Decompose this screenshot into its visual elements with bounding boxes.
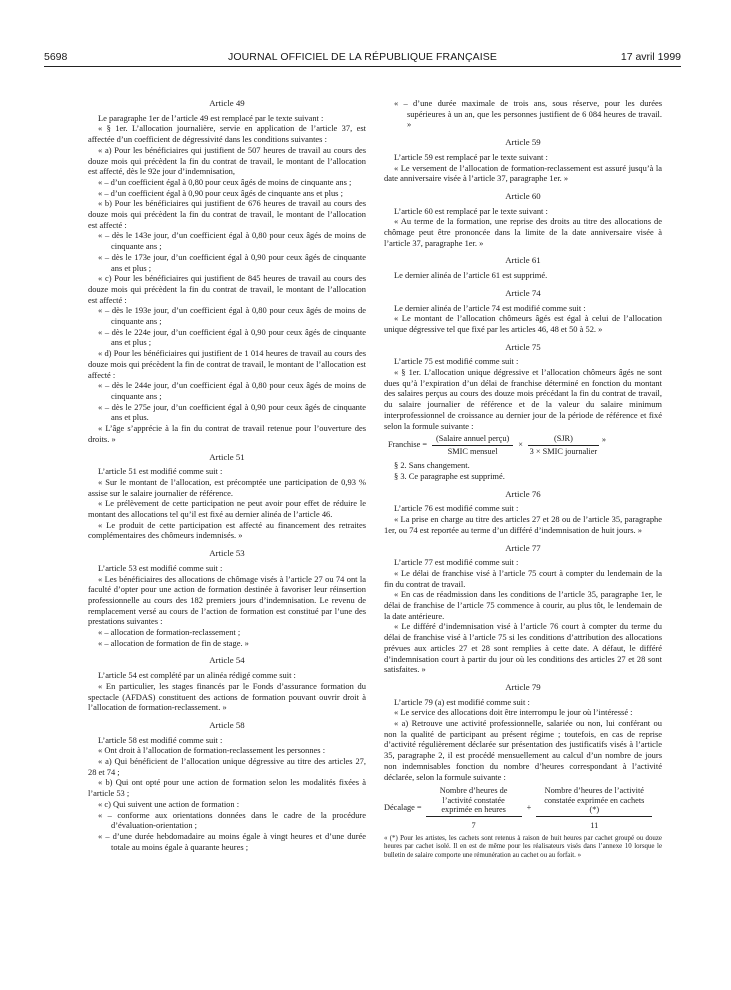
paragraph: « Les bénéficiaires des allocations de chômage visés à l’article 27 ou 74 ont la faculté d’opter pour une action de formation destinée à favoriser leur réinsertion professionnelle au cours des 182 premiers jours d’indemnisation. Le revenu de remplacement versé au cours de l’action de formation est constitué par l’une des prestations suivantes : [88,573,366,627]
right-column [384,98,662,860]
fraction-numerator: Nombre d’heures de l’activité constatée exprimée en heures [426,786,522,817]
plus-sign: + [526,803,532,813]
article-60-title: Article 60 [505,190,541,201]
franchise-formula [388,434,662,457]
indent-item: « – conforme aux orientations données dans le cadre de la procédure d’évaluation-orientation ; [98,809,366,831]
indent-item: « – dès le 224e jour, d’un coefficient égal à 0,90 pour ceux âgés de cinquante ans et plus ; [98,326,366,348]
paragraph: « a) Pour les bénéficiaires qui justifient de 507 heures de travail au cours des douze mois qui précèdent la fin du contrat de travail, le montant de l’allocation est affecté, dès le 92e jour d’indemnisation, [88,144,366,177]
paragraph: « b) Qui ont opté pour une action de formation selon les modalités fixées à l’article 53 ; [88,777,366,799]
fraction-denominator: 7 [471,821,476,831]
paragraph: « En particulier, les stages financés par le Fonds d’assurance formation du spectacle (AFDAS) constituent des actions de formation pouvant ouvrir droit à l’allocation de formation-reclassement. » [88,680,366,713]
paragraph: « Le versement de l’allocation de formation-reclassement est assuré jusqu’à la date anniversaire visée à l’article 37, paragraphe 1er. » [384,162,662,184]
paragraph: « Le délai de franchise visé à l’article 75 court à compter du lendemain de la fin du contrat de travail. [384,567,662,589]
multiply-sign: × [518,440,523,450]
article-77-title: Article 77 [505,542,541,553]
footnote: « (*) Pour les artistes, les cachets sont retenus à raison de huit heures par cachet groupé ou douze heures par cachet isolé. Il en est de même pour les réalisateurs visés dans l’annexe 10 lorsque le bulletin de salaire comporte une rémunération au cachet ou au forfait. » [384,835,662,859]
indent-item: « – dès le 244e jour, d’un coefficient égal à 0,80 pour ceux âgés de moins de cinquante ans ; [98,380,366,401]
article-59-title: Article 59 [505,137,541,148]
paragraph: « d) Pour les bénéficiaires qui justifient de 1 014 heures de travail au cours des douze mois qui précèdent la fin de contrat de travail, le montant de l’allocation est affecté : [88,348,366,380]
paragraph: L’article 76 est modifié comme suit : [394,503,519,514]
fraction-denominator: 11 [590,821,599,831]
paragraph: L’article 58 est modifié comme suit : [98,734,223,745]
page-number: 5698 [44,51,68,63]
paragraph: « § 1er. L’allocation journalière, servie en application de l’article 37, est affectée d’un coefficient de dégressivité dans les conditions suivantes : [88,123,366,145]
fraction-salary [432,434,513,457]
paragraph: L’article 77 est modifié comme suit : [394,557,519,568]
indent-item: « – dès le 275e jour, d’un coefficient égal à 0,90 pour ceux âgés de cinquante ans et plus. [98,401,366,423]
fraction-sjr [528,434,599,457]
indent-item: « – d’un coefficient égal à 0,80 pour ceux âgés de moins de cinquante ans ; [98,176,352,187]
indent-item: « – dès le 193e jour, d’un coefficient égal à 0,80 pour ceux âgés de moins de cinquante ans ; [98,305,366,327]
fraction-denominator: 3 × SMIC journalier [529,447,598,457]
paragraph: L’article 59 est remplacé par le texte suivant : [394,151,548,162]
page-header [44,51,681,65]
paragraph: « En cas de réadmission dans les conditions de l’article 35, paragraphe 1er, le délai de franchise de l’article 75 commence à courir, au plus tôt, le lendemain de la date antérieure. [384,589,662,621]
indent-item: « – d’un coefficient égal à 0,90 pour ceux âgés de cinquante ans et plus ; [98,187,343,198]
fraction-numerator: (Salaire annuel perçu) [432,434,513,446]
paragraph: « Le prélèvement de cette participation ne peut avoir pour effet de réduire le montant des allocations tel qu’il est fixé au dernier alinéa de l’article 46. [88,498,366,520]
formula-label: Décalage = [384,803,422,813]
paragraph: « Le différé d’indemnisation visé à l’article 76 court à compter du terme du délai de franchise visé à l’article 75 si les conditions d’attribution des allocations prévues aux articles 27 et 28 sont remplies à cette date. A défaut, le différé d’indemnisation court à partir du jour où les conditions des articles 27 et 28 sont satisfaites. » [384,621,662,675]
article-61-title: Article 61 [505,255,541,266]
header-rule [44,66,681,67]
paragraph: « Sur le montant de l’allocation, est précomptée une participation de 0,93 % assise sur le salaire journalier de référence. [88,476,366,498]
paragraph: « Ont droit à l’allocation de formation-reclassement les personnes : [98,745,326,756]
indent-item: « – dès le 143e jour, d’un coefficient égal à 0,80 pour ceux âgés de moins de cinquante ans ; [98,230,366,252]
indent-item: « – d’une durée hebdomadaire au moins égale à vingt heures et d’une durée totale au moins égale à quarante heures ; [98,831,366,852]
paragraph: L’article 53 est modifié comme suit : [98,562,223,573]
fraction-numerator: (SJR) [528,434,599,446]
publication-date: 17 avril 1999 [620,51,681,63]
article-58-title: Article 58 [209,719,245,730]
closing-quote: » [601,435,607,445]
left-column [88,98,366,852]
article-53-title: Article 53 [209,548,245,559]
paragraph: « a) Retrouve une activité professionnelle, salariée ou non, lui conférant ou non la qualité de participant au présent régime ; toutefois, en cas de reprise d’activité régulièrement déclarée sur présentation des justificatifs visés à l’article 35, paragraphe 2, il est procédé mensuellement au calcul d’un nombre de jours non indemnisables fonction du nombre d’heures correspondant à l’activité déclarée, selon la formule suivante : [384,718,662,782]
article-76-title: Article 76 [505,488,541,499]
paragraph: Le paragraphe 1er de l’article 49 est remplacé par le texte suivant : [98,112,324,123]
article-79-title: Article 79 [505,681,541,692]
article-49-title: Article 49 [209,98,245,108]
paragraph: L’article 60 est remplacé par le texte suivant : [394,205,548,216]
paragraph: « Le service des allocations doit être interrompu le jour où l’intéressé : [394,707,633,718]
indent-item: « – allocation de formation de fin de stage. » [98,637,249,648]
paragraph: « Le produit de cette participation est affecté au financement des retraites complémentaires des chômeurs indemnisés. » [88,519,366,541]
article-51-title: Article 51 [209,451,245,462]
paragraph: Le dernier alinéa de l’article 74 est modifié comme suit : [394,302,586,313]
paragraph: « § 1er. L’allocation unique dégressive et l’allocation chômeurs âgés ne sont dues qu’à l’expiration d’un délai de franchise déterminé en fonction du montant des salaires perçus au cours des douze mois précédant la fin du contrat de travail, du salaire journalier de référence et de la valeur du salaire minimum interprofessionnel de croissance au dernier jour de la période de référence et fixé selon la formule suivante : [384,367,662,431]
paragraph: « a) Qui bénéficient de l’allocation unique dégressive au titre des articles 27, 28 et 74 ; [88,756,366,777]
paragraph: « b) Pour les bénéficiaires qui justifient de 676 heures de travail au cours des douze mois qui précèdent la fin du contrat de travail, le montant de l’allocation est affecté : [88,198,366,230]
journal-title: JOURNAL OFFICIEL DE LA RÉPUBLIQUE FRANÇAISE [228,51,497,63]
fraction-denominator: SMIC mensuel [447,447,498,457]
indent-item: « – allocation de formation-reclassement ; [98,627,241,638]
paragraph: « Le montant de l’allocation chômeurs âgés est égal à celui de l’allocation unique dégressive tel que fixé par les articles 46, 48 et 50 à 52. » [384,313,662,334]
article-74-title: Article 74 [505,287,541,298]
paragraph: « Au terme de la formation, une reprise des droits au titre des allocations de chômage peut être prononcée dans la limite de la date anniversaire visée à l’article 37, paragraphe 1er. » [384,216,662,248]
indent-item: « – d’une durée maximale de trois ans, sous réserve, pour les durées supérieures à un an, que les personnes justifient de 6 084 heures de travail. » [394,98,662,130]
formula-label: Franchise = [388,440,428,450]
fraction-hours [426,786,522,831]
paragraph: L’article 54 est complété par un alinéa rédigé comme suit : [98,670,296,681]
paragraph: « c) Qui suivent une action de formation : [98,798,240,809]
paragraph: L’article 79 (a) est modifié comme suit : [394,696,530,707]
paragraph: « La prise en charge au titre des articles 27 et 28 ou de l’article 35, paragraphe 1er, ou 74 est reportée au terme d’un différé d’indemnisation de huit jours. » [384,514,662,535]
paragraph: « L’âge s’apprécie à la fin du contrat de travail retenue pour l’ouverture des droits. » [88,423,366,444]
paragraph: L’article 51 est modifié comme suit : [98,466,223,477]
paragraph: « c) Pour les bénéficiaires qui justifient de 845 heures de travail au cours des douze mois qui précèdent la fin du contrat de travail, le montant de l’allocation est affecté : [88,273,366,305]
fraction-numerator: Nombre d’heures de l’activité constatée exprimée en cachets (*) [536,786,652,817]
fraction-cachets [536,786,652,831]
decalage-formula [384,786,662,831]
paragraph: Le dernier alinéa de l’article 61 est supprimé. [394,270,548,281]
article-75-title: Article 75 [505,341,541,352]
article-54-title: Article 54 [209,655,245,666]
paragraph: § 2. Sans changement. [394,460,470,471]
paragraph: § 3. Ce paragraphe est supprimé. [394,470,505,481]
indent-item: « – dès le 173e jour, d’un coefficient égal à 0,90 pour ceux âgés de cinquante ans et plus ; [98,251,366,273]
paragraph: L’article 75 est modifié comme suit : [394,356,519,367]
